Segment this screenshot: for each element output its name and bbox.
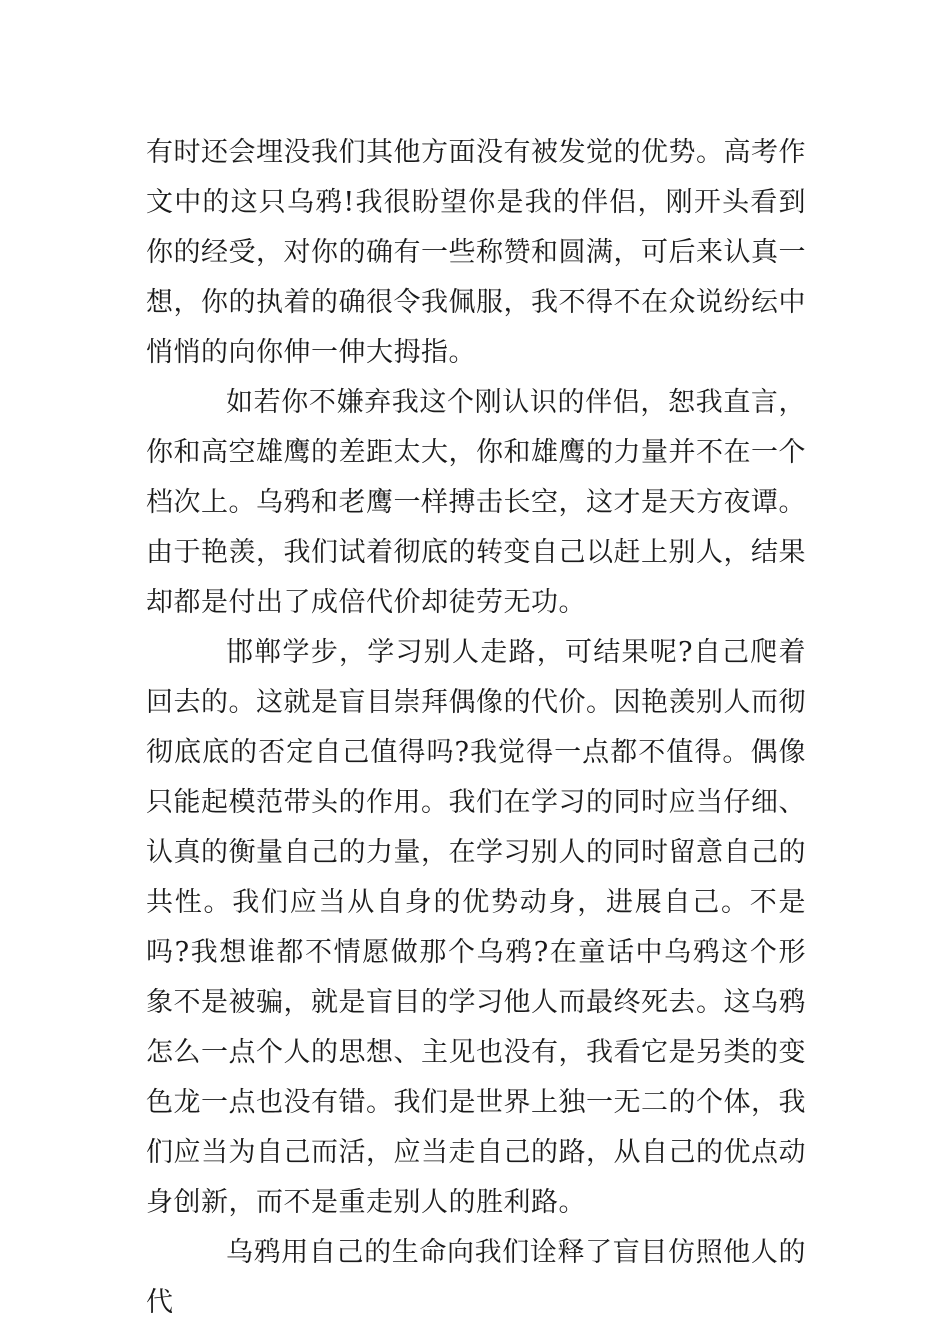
paragraph-3: 邯郸学步，学习别人走路，可结果呢?自己爬着回去的。这就是盲目崇拜偶像的代价。因艳羡别人而彻彻底底的否定自己值得吗?我觉得一点都不值得。偶像只能起模范带头的作用。我们在学习的同时应当仔细、认真的衡量自己的力量，在学习别人的同时留意自己的共性。我们应当从自身的优势动身，进展自己。不是吗?我想谁都不情愿做那个乌鸦?在童话中乌鸦这个形象不是被骗，就是盲目的学习他人而最终死去。这乌鸦怎么一点个人的思想、主见也没有，我看它是另类的变色龙一点也没有错。我们是世界上独一无二的个体，我们应当为自己而活，应当走自己的路，从自己的优点动身创新，而不是重走别人的胜利路。 xyxy=(146,637,806,1218)
paragraph-2: 如若你不嫌弃我这个刚认识的伴侣，恕我直言，你和高空雄鹰的差距太大，你和雄鹰的力量并不在一个档次上。乌鸦和老鹰一样搏击长空，这才是天方夜谭。由于艳羡，我们试着彻底的转变自己以赶上别人，结果却都是付出了成倍代价却徒劳无功。 xyxy=(146,387,806,618)
paragraph-1: 有时还会埋没我们其他方面没有被发觉的优势。高考作文中的这只乌鸦!我很盼望你是我的伴侣，刚开头看到你的经受，对你的确有一些称赞和圆满，可后来认真一想，你的执着的确很令我佩服，我不得不在众说纷纭中悄悄的向你伸一伸大拇指。 xyxy=(146,137,806,368)
essay-body xyxy=(146,128,806,1328)
paragraph-4: 乌鸦用自己的生命向我们诠释了盲目仿照他人的代 xyxy=(146,1237,806,1318)
